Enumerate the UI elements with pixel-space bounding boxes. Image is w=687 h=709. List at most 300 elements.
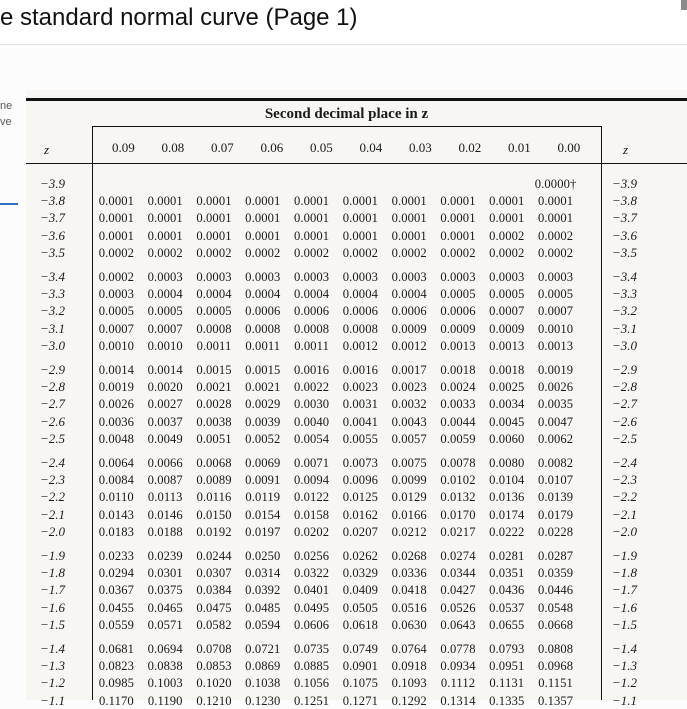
- table-cell: 0.0262: [342, 549, 378, 563]
- table-cell: 0.0143: [98, 507, 135, 522]
- row-z-right: −2.1: [612, 506, 638, 522]
- row-z-left: −1.1: [40, 692, 66, 708]
- table-cell: 0.1038: [245, 676, 281, 691]
- table-cell: 0.0571: [147, 617, 183, 632]
- row-z-right: −2.9: [612, 362, 638, 377]
- table-cell: 0.0475: [196, 600, 232, 615]
- row-z-left: −2.8: [40, 379, 66, 395]
- table-cell: 0.0110: [99, 490, 134, 505]
- table-cell: 0.0048: [98, 431, 135, 446]
- table-cell: 0.0409: [342, 583, 378, 598]
- table-cell: 0.0001: [342, 194, 378, 209]
- row-z-left: −3.8: [40, 193, 66, 209]
- table-cell: 0.0012: [342, 338, 378, 353]
- table-cell: 0.0244: [196, 549, 232, 563]
- table-cell: 0.0526: [440, 600, 476, 615]
- table-cell: 0.0764: [391, 642, 427, 656]
- table-cell: 0.0003: [391, 270, 427, 284]
- table-row: [92, 456, 580, 471]
- table-cell: 0.0001: [147, 194, 183, 209]
- table-cell: 0.0001: [196, 228, 232, 243]
- table-cell: 0.0030: [293, 397, 330, 412]
- table-cell: 0.0329: [342, 566, 378, 581]
- side-label-2: ve: [0, 116, 12, 128]
- table-cell: 0.0104: [489, 473, 525, 488]
- table-cell: 0.0013: [537, 338, 574, 353]
- row-z-left: −1.3: [40, 658, 66, 674]
- row-z-left: −2.6: [40, 413, 66, 429]
- table-cell: 0.0015: [196, 363, 232, 377]
- table-cell: 0.0041: [342, 414, 378, 429]
- table-cell: 0.0322: [293, 566, 330, 581]
- table-cell: 0.0107: [537, 473, 574, 488]
- table-cell: 0.0014: [98, 363, 135, 377]
- table-cell: 0.0018: [489, 363, 525, 377]
- table-cell: 0.0022: [293, 380, 330, 395]
- table-cell: 0.0212: [391, 524, 427, 539]
- table-cell: 0.0033: [440, 397, 476, 412]
- table-cell: 0.0002: [489, 228, 525, 243]
- row-z-right: −1.7: [612, 582, 638, 598]
- caption-rule: [92, 126, 601, 127]
- table-cell: 0.0465: [147, 600, 183, 615]
- z-table: [26, 90, 687, 708]
- table-cell: 0.0582: [196, 617, 232, 632]
- table-cell: 0.0001: [245, 194, 281, 209]
- table-cell: 0.0004: [391, 287, 427, 302]
- row-z-left: −2.9: [40, 362, 66, 377]
- table-cell: 0.0071: [293, 456, 330, 470]
- table-cell: 0.0003: [147, 270, 183, 284]
- table-cell: 0.0274: [440, 549, 476, 563]
- row-z-right: −2.7: [612, 396, 638, 412]
- table-cell: 0.0154: [245, 507, 281, 522]
- table-row: [92, 211, 580, 226]
- table-cell: 0.0559: [98, 617, 135, 632]
- table-cell: 0.0010: [98, 338, 135, 353]
- table-cell: 0.0006: [440, 304, 476, 319]
- table-row: [92, 549, 580, 564]
- table-cell: 0.0031: [342, 397, 378, 412]
- table-cell: 0.0045: [489, 414, 525, 429]
- table-cell: 0.0038: [196, 414, 232, 429]
- table-cell: 0.0014: [147, 363, 183, 377]
- table-cell: 0.0485: [245, 600, 281, 615]
- table-cell: 0.0102: [440, 473, 476, 488]
- table-cell: 0.0001: [196, 194, 232, 209]
- table-cell: 0.0007: [98, 321, 135, 336]
- table-cell: 0.0367: [98, 583, 135, 598]
- table-cell: 0.0004: [342, 287, 378, 302]
- table-cell: 0.0026: [98, 397, 135, 412]
- table-cell: 0.0008: [245, 321, 281, 336]
- row-z-left: −3.7: [40, 210, 66, 226]
- table-cell: 0.0129: [391, 490, 427, 505]
- table-cell: 0.0002: [245, 245, 281, 260]
- table-cell: 0.0294: [98, 566, 135, 581]
- row-z-left: −3.9: [40, 176, 66, 191]
- table-cell: 0.0003: [537, 270, 574, 284]
- table-cell: 0.0618: [342, 617, 378, 632]
- table-cell: 0.1335: [489, 693, 525, 708]
- side-marker: [0, 203, 18, 205]
- table-cell: 0.0051: [196, 431, 232, 446]
- column-header: 0.09: [112, 140, 135, 155]
- table-cell: 0.0040: [293, 414, 330, 429]
- table-cell: 0.0188: [147, 524, 183, 539]
- table-cell: 0.0446: [537, 583, 574, 598]
- table-cell: 0.0084: [98, 473, 135, 488]
- table-cell: 0.0681: [98, 642, 135, 656]
- table-cell: 0.0793: [489, 642, 525, 656]
- table-cell: 0.0132: [440, 490, 476, 505]
- table-cell: 0.0054: [293, 431, 330, 446]
- row-z-right: −1.9: [612, 548, 638, 563]
- table-cell: 0.0170: [440, 507, 476, 522]
- table-cell: 0.0197: [245, 524, 281, 539]
- table-cell: 0.0016: [293, 363, 330, 377]
- table-cell: 0.1093: [391, 676, 427, 691]
- table-cell: 0.0001: [293, 228, 330, 243]
- table-cell: 0.0116: [196, 490, 232, 505]
- table-cell: 0.1003: [147, 676, 183, 691]
- table-cell: 0.0594: [245, 617, 281, 632]
- row-z-left: −3.5: [40, 244, 66, 260]
- table-cell: 0.0026: [537, 380, 574, 395]
- table-cell: 0.0049: [147, 431, 183, 446]
- table-cell: 0.0043: [391, 414, 427, 429]
- table-cell: 0.0630: [391, 617, 427, 632]
- table-row: [92, 363, 580, 378]
- table-cell: 0.1230: [245, 693, 281, 708]
- table-cell: 0.0004: [147, 287, 183, 302]
- table-cell: 0.0351: [489, 566, 525, 581]
- table-cell: 0.0655: [489, 617, 525, 632]
- table-cell: 0.0001: [537, 211, 574, 226]
- table-cell: 0.0401: [293, 583, 330, 598]
- table-row: [92, 490, 580, 505]
- column-header: 0.03: [409, 140, 432, 155]
- table-cell: 0.0052: [245, 431, 281, 446]
- table-cell: 0.0008: [293, 321, 330, 336]
- row-z-right: −3.6: [612, 227, 638, 243]
- table-cell: 0.0495: [293, 600, 330, 615]
- row-z-left: −1.7: [40, 582, 66, 598]
- table-row: [92, 659, 580, 674]
- table-cell: 0.0025: [489, 380, 525, 395]
- row-z-right: −2.4: [612, 455, 638, 470]
- table-cell: 0.0078: [440, 456, 476, 470]
- table-cell: 0.0222: [489, 524, 525, 539]
- table-row: [92, 177, 580, 192]
- table-cell: 0.0035: [537, 397, 574, 412]
- table-cell: 0.0001: [537, 194, 574, 209]
- table-row: [92, 229, 580, 244]
- table-cell: 0.0202: [293, 524, 330, 539]
- table-caption: Second decimal place in z: [264, 106, 429, 122]
- table-cell: 0.0039: [245, 414, 281, 429]
- row-z-right: −3.5: [612, 244, 638, 260]
- row-z-right: −2.3: [612, 472, 638, 488]
- table-row: [92, 525, 580, 540]
- table-cell: 0.0418: [391, 583, 427, 598]
- table-cell: 0.0002: [98, 245, 135, 260]
- table-cell: 0.0000†: [534, 177, 577, 191]
- table-cell: 0.0094: [293, 473, 330, 488]
- table-cell: 0.0516: [391, 600, 427, 615]
- table-cell: 0.1112: [440, 676, 476, 691]
- table-cell: 0.0968: [537, 659, 574, 674]
- table-cell: 0.0002: [391, 245, 427, 260]
- table-cell: 0.0007: [489, 304, 525, 319]
- table-cell: 0.0013: [440, 338, 476, 353]
- table-cell: 0.0721: [245, 642, 281, 656]
- table-cell: 0.0006: [342, 304, 378, 319]
- table-cell: 0.0005: [98, 304, 135, 319]
- table-cell: 0.0005: [147, 304, 183, 319]
- table-cell: 0.0011: [196, 338, 232, 353]
- table-cell: 0.0006: [245, 304, 281, 319]
- table-cell: 0.0694: [147, 642, 183, 656]
- table-cell: 0.1170: [99, 693, 134, 708]
- table-cell: 0.0001: [98, 194, 135, 209]
- page-header: [0, 0, 687, 45]
- table-cell: 0.0019: [98, 380, 135, 395]
- table-cell: 0.0001: [440, 211, 476, 226]
- table-cell: 0.0004: [196, 287, 232, 302]
- table-cell: 0.0087: [147, 473, 183, 488]
- table-cell: 0.0505: [342, 600, 378, 615]
- row-z-right: −3.4: [612, 269, 638, 284]
- table-row: [92, 322, 580, 337]
- table-cell: 0.1271: [342, 693, 378, 708]
- table-cell: 0.0082: [537, 456, 574, 470]
- table-cell: 0.0002: [196, 245, 232, 260]
- row-z-left: −2.3: [40, 472, 66, 488]
- table-cell: 0.0537: [489, 600, 525, 615]
- table-cell: 0.0901: [342, 659, 378, 674]
- table-cell: 0.0034: [489, 397, 525, 412]
- table-cell: 0.0548: [537, 600, 574, 615]
- z-header-left: z: [44, 142, 50, 157]
- table-cell: 0.0005: [196, 304, 232, 319]
- table-row: [92, 618, 580, 633]
- table-cell: 0.0001: [391, 228, 427, 243]
- table-cell: 0.0011: [294, 338, 329, 353]
- table-cell: 0.0029: [245, 397, 281, 412]
- row-z-right: −1.6: [612, 599, 638, 615]
- table-cell: 0.0934: [440, 659, 476, 674]
- row-z-right: −2.0: [612, 523, 638, 539]
- table-cell: 0.0001: [489, 211, 525, 226]
- table-cell: 0.0643: [440, 617, 476, 632]
- table-cell: 0.0455: [98, 600, 135, 615]
- table-cell: 0.0139: [537, 490, 574, 505]
- table-row: [92, 694, 580, 709]
- table-cell: 0.0735: [293, 642, 330, 656]
- table-cell: 0.0002: [537, 245, 574, 260]
- table-cell: 0.0003: [245, 270, 281, 284]
- table-cell: 0.0023: [391, 380, 427, 395]
- table-cell: 0.1075: [342, 676, 378, 691]
- table-cell: 0.0027: [147, 397, 183, 412]
- table-cell: 0.0307: [196, 566, 232, 581]
- table-cell: 0.0179: [537, 507, 574, 522]
- table-cell: 0.0166: [391, 507, 427, 522]
- table-cell: 0.0301: [147, 566, 183, 581]
- table-cell: 0.0015: [245, 363, 281, 377]
- table-cell: 0.0007: [537, 304, 574, 319]
- table-cell: 0.0066: [147, 456, 183, 470]
- table-cell: 0.0281: [489, 549, 525, 563]
- table-cell: 0.0089: [196, 473, 232, 488]
- table-cell: 0.0001: [391, 211, 427, 226]
- table-cell: 0.0162: [342, 507, 378, 522]
- table-row: [92, 432, 580, 447]
- page-title: e standard normal curve (Page 1): [0, 4, 358, 31]
- table-cell: 0.0749: [342, 642, 378, 656]
- table-cell: 0.0055: [342, 431, 378, 446]
- table-row: [92, 415, 580, 430]
- table-cell: 0.0001: [293, 194, 330, 209]
- row-z-left: −1.6: [40, 599, 66, 615]
- table-cell: 0.0073: [342, 456, 378, 470]
- table-cell: 0.0004: [245, 287, 281, 302]
- table-cell: 0.0005: [537, 287, 574, 302]
- table-row: [92, 397, 580, 412]
- table-cell: 0.0037: [147, 414, 183, 429]
- table-cell: 0.0011: [245, 338, 281, 353]
- table-row: [92, 380, 580, 395]
- row-z-right: −3.3: [612, 286, 638, 302]
- table-cell: 0.0007: [147, 321, 183, 336]
- table-row: [92, 601, 580, 616]
- row-z-left: −3.2: [40, 303, 66, 319]
- table-cell: 0.0010: [147, 338, 183, 353]
- table-cell: 0.1151: [538, 676, 573, 691]
- row-z-right: −1.8: [612, 565, 638, 581]
- row-z-right: −2.8: [612, 379, 638, 395]
- table-cell: 0.0001: [98, 211, 135, 226]
- table-cell: 0.0239: [147, 549, 183, 563]
- table-cell: 0.0002: [537, 228, 574, 243]
- row-z-right: −1.4: [612, 641, 638, 656]
- table-cell: 0.0036: [98, 414, 135, 429]
- table-cell: 0.0250: [245, 549, 281, 563]
- table-cell: 0.0003: [98, 287, 135, 302]
- table-row: [92, 194, 580, 209]
- table-cell: 0.0062: [537, 431, 574, 446]
- row-z-right: −3.9: [612, 176, 638, 191]
- row-z-right: −3.2: [612, 303, 638, 319]
- column-header: 0.04: [359, 140, 383, 155]
- table-cell: 0.0028: [196, 397, 232, 412]
- row-z-left: −2.7: [40, 396, 66, 412]
- table-cell: 0.0150: [196, 507, 232, 522]
- table-cell: 0.0001: [245, 211, 281, 226]
- table-cell: 0.0002: [342, 245, 378, 260]
- table-row: [92, 246, 580, 261]
- table-cell: 0.0113: [147, 490, 183, 505]
- row-z-right: −3.0: [612, 337, 638, 353]
- table-cell: 0.0004: [293, 287, 330, 302]
- table-cell: 0.0336: [391, 566, 427, 581]
- table-cell: 0.0080: [489, 456, 525, 470]
- table-cell: 0.0001: [196, 211, 232, 226]
- table-cell: 0.0001: [245, 228, 281, 243]
- table-cell: 0.1314: [440, 693, 476, 708]
- table-cell: 0.0018: [440, 363, 476, 377]
- table-cell: 0.0287: [537, 549, 574, 563]
- table-cell: 0.1251: [293, 693, 330, 708]
- row-z-left: −1.8: [40, 565, 66, 581]
- column-header: 0.08: [161, 140, 185, 155]
- table-cell: 0.0020: [147, 380, 183, 395]
- table-cell: 0.0314: [245, 566, 281, 581]
- table-cell: 0.0228: [537, 524, 574, 539]
- table-cell: 0.0001: [147, 228, 183, 243]
- row-z-left: −2.0: [40, 523, 66, 539]
- table-cell: 0.0985: [98, 676, 135, 691]
- table-cell: 0.0096: [342, 473, 378, 488]
- row-z-right: −3.7: [612, 210, 638, 226]
- column-header: 0.01: [508, 140, 531, 155]
- table-cell: 0.1357: [537, 693, 574, 708]
- row-z-left: −2.1: [40, 506, 66, 522]
- table-cell: 0.0853: [196, 659, 232, 674]
- table-cell: 0.0183: [98, 524, 135, 539]
- table-cell: 0.0008: [342, 321, 378, 336]
- table-cell: 0.0009: [489, 321, 525, 336]
- table-cell: 0.0069: [245, 456, 281, 470]
- table-cell: 0.0010: [537, 321, 574, 336]
- table-cell: 0.0207: [342, 524, 378, 539]
- table-cell: 0.1210: [196, 693, 232, 708]
- table-cell: 0.0003: [440, 270, 476, 284]
- row-z-right: −2.6: [612, 413, 638, 429]
- table-cell: 0.0003: [489, 270, 525, 284]
- table-row: [92, 473, 580, 488]
- table-cell: 0.0099: [391, 473, 427, 488]
- scrollbar-thumb[interactable]: [681, 0, 687, 10]
- table-cell: 0.0006: [293, 304, 330, 319]
- table-cell: 0.0032: [391, 397, 427, 412]
- table-cell: 0.0019: [537, 363, 574, 377]
- table-cell: 0.0427: [440, 583, 476, 598]
- row-z-right: −3.1: [612, 320, 638, 336]
- table-cell: 0.0344: [440, 566, 476, 581]
- table-cell: 0.0268: [391, 549, 427, 563]
- side-label-1: ne: [0, 100, 13, 112]
- table-row: [92, 508, 580, 523]
- table-cell: 0.0808: [537, 642, 574, 656]
- table-cell: 0.0359: [537, 566, 574, 581]
- table-cell: 0.0017: [391, 363, 427, 377]
- table-row: [92, 642, 580, 657]
- table-row: [92, 583, 580, 598]
- table-cell: 0.0016: [342, 363, 378, 377]
- top-rule: [26, 98, 687, 101]
- table-cell: 0.0217: [440, 524, 476, 539]
- table-cell: 0.0044: [440, 414, 476, 429]
- table-cell: 0.0021: [196, 380, 232, 395]
- table-cell: 0.0059: [440, 431, 476, 446]
- row-z-left: −1.9: [40, 548, 66, 563]
- table-cell: 0.0951: [489, 659, 525, 674]
- table-row: [92, 339, 580, 354]
- table-cell: 0.0436: [489, 583, 525, 598]
- table-row: [92, 287, 580, 302]
